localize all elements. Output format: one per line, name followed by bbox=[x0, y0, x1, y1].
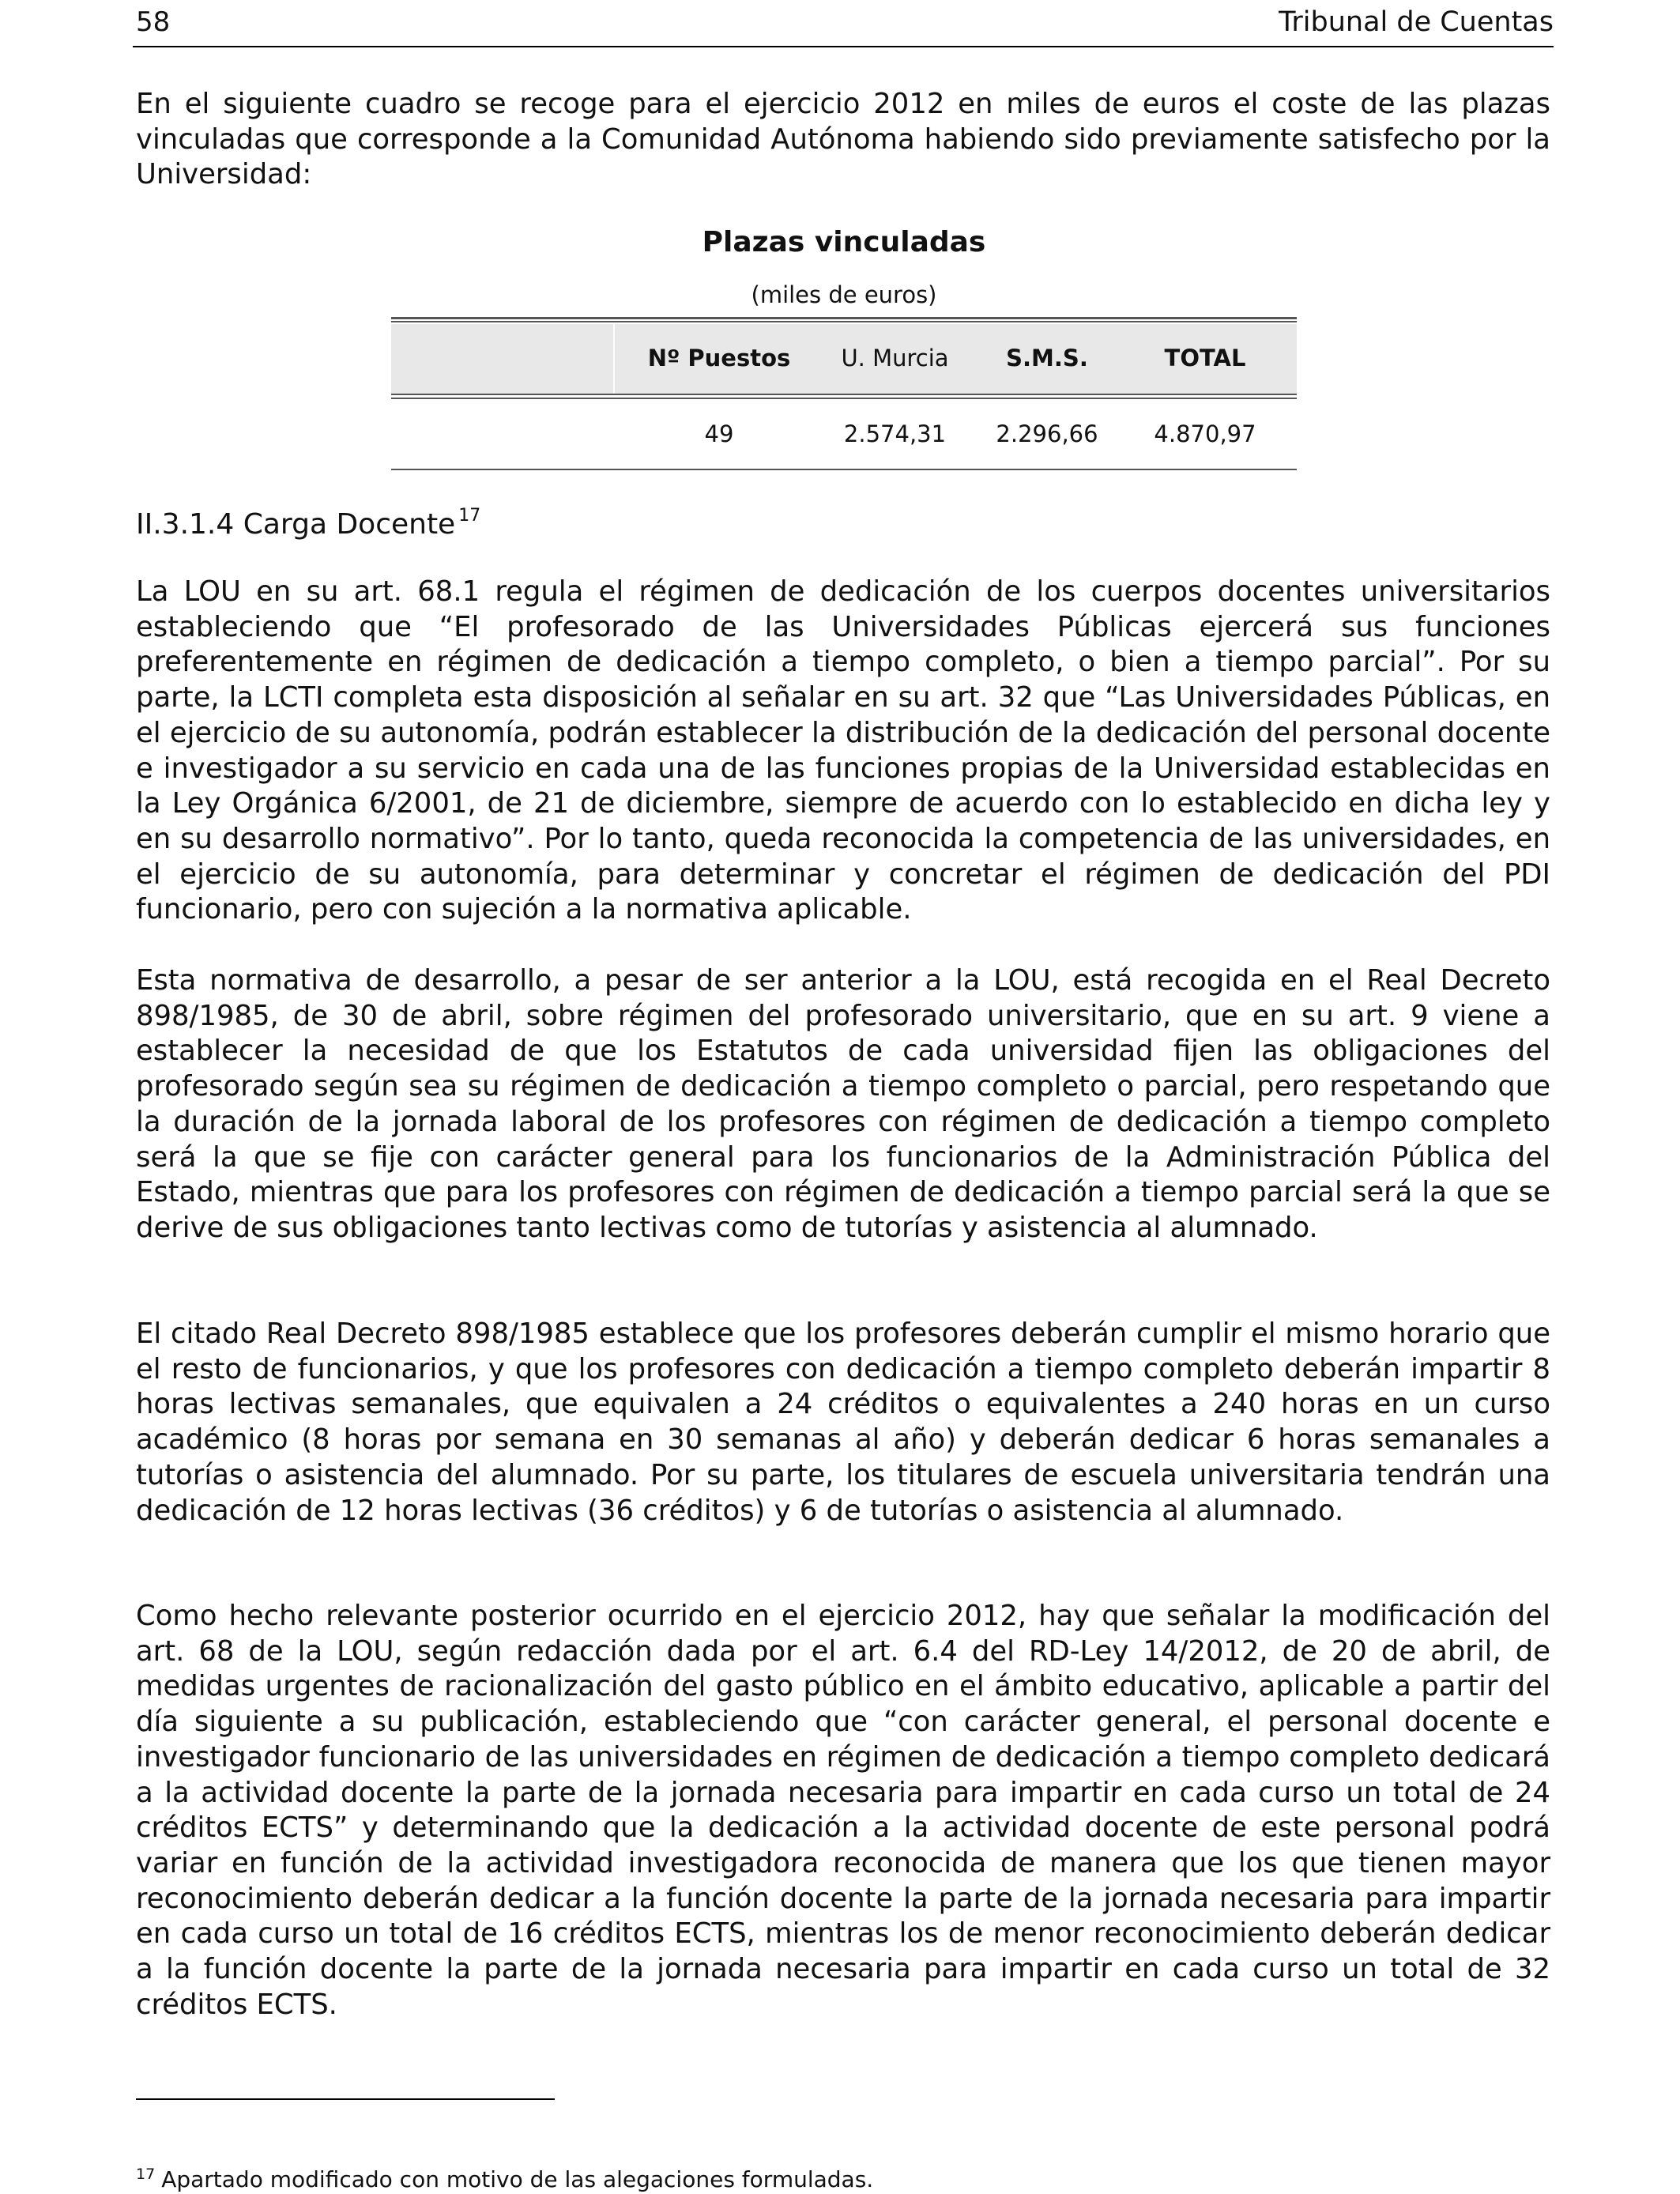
table-cell-puestos: 49 bbox=[704, 420, 734, 447]
body-paragraph: El citado Real Decreto 898/1985 establece que los profesores deberán cumplir el mismo horario que el resto de funcionarios, y que los profesores con dedicación a tiempo completo deberán impartir 8 horas lectivas semanales, que equivalen a 24 créditos o equivalentes a 240 horas en un curso académico (8 horas por semana en 30 semanas al año) y deberán dedicar 6 horas semanales a tutorías o asistencia del alumnado. Por su parte, los titulares de escuela universitaria tendrán una dedicación de 12 horas lectivas (36 créditos) y 6 de tutorías o asistencia al alumnado. bbox=[136, 1318, 1550, 1527]
section-heading bbox=[136, 506, 480, 541]
header-rule bbox=[133, 46, 1554, 47]
table-header-puestos: Nº Puestos bbox=[647, 345, 791, 371]
table-header-u-murcia: U. Murcia bbox=[841, 345, 949, 371]
table-top-rule bbox=[391, 317, 1297, 319]
header-title: Tribunal de Cuentas bbox=[1279, 6, 1554, 38]
table-header-total: TOTAL bbox=[1164, 345, 1246, 371]
footnote-number: 17 bbox=[136, 2166, 156, 2183]
table-column-separator bbox=[613, 324, 615, 399]
intro-paragraph: En el siguiente cuadro se recoge para el ejercicio 2012 en miles de euros el coste de las plazas vinculadas que corresponde a la Comunidad Autónoma habiendo sido previamente satisfecho por la Universidad: bbox=[136, 88, 1550, 191]
table-top-rule-inner bbox=[391, 321, 1297, 322]
table-cell-total: 4.870,97 bbox=[1154, 420, 1256, 447]
body-paragraph: Como hecho relevante posterior ocurrido en el ejercicio 2012, hay que señalar la modificación del art. 68 de la LOU, según redacción dada por el art. 6.4 del RD-Ley 14/2012, de 20 de abril, de medidas urgentes de racionalización del gasto público en el ámbito educativo, aplicable a partir del día siguiente a su publicación, estableciendo que “con carácter general, el personal docente e investigador funcionario de las universidades en régimen de dedicación a tiempo completo dedicará a la actividad docente la parte de la jornada necesaria para impartir en cada curso un total de 24 créditos ECTS” y determinando que la dedicación a la actividad docente de este personal podrá variar en función de la actividad investigadora reconocida de manera que los que tienen mayor reconocimiento deberán dedicar a la función docente la parte de la jornada necesaria para impartir en cada curso un total de 16 créditos ECTS, mientras los de menor reconocimiento deberán dedicar a la función docente la parte de la jornada necesaria para impartir en cada curso un total de 32 créditos ECTS. bbox=[136, 1600, 1550, 2021]
body-paragraph: Esta normativa de desarrollo, a pesar de ser anterior a la LOU, está recogida en el Real Decreto 898/1985, de 30 de abril, sobre régimen del profesorado universitario, que en su art. 9 viene a establecer la necesidad de que los Estatutos de cada universidad fijen las obligaciones del profesorado según sea su régimen de dedicación a tiempo completo o parcial, pero respetando que la duración de la jornada laboral de los profesores con régimen de dedicación a tiempo completo será la que se fije con carácter general para los funcionarios de la Administración Pública del Estado, mientras que para los profesores con régimen de dedicación a tiempo parcial será la que se derive de sus obligaciones tanto lectivas como de tutorías y asistencia al alumnado. bbox=[136, 964, 1550, 1244]
table-subtitle: (miles de euros) bbox=[751, 281, 937, 308]
footnote-reference[interactable]: 17 bbox=[458, 506, 481, 526]
table-bottom-rule bbox=[391, 469, 1297, 470]
table-header-sms: S.M.S. bbox=[1006, 345, 1088, 371]
table-cell-sms: 2.296,66 bbox=[996, 420, 1098, 447]
page-number: 58 bbox=[136, 6, 171, 38]
footnote-rule bbox=[136, 2098, 555, 2100]
table-header-rule-inner bbox=[391, 398, 1297, 399]
table-title: Plazas vinculadas bbox=[702, 226, 986, 258]
footnote bbox=[136, 2166, 873, 2192]
body-paragraph: La LOU en su art. 68.1 regula el régimen de dedicación de los cuerpos docentes universitarios estableciendo que “El profesorado de las Universidades Públicas ejercerá sus funciones preferentemente en régimen de dedicación a tiempo completo, o bien a tiempo parcial”. Por su parte, la LCTI completa esta disposición al señalar en su art. 32 que “Las Universidades Públicas, en el ejercicio de su autonomía, podrán establecer la distribución de la dedicación del personal docente e investigador a su servicio en cada una de las funciones propias de la Universidad establecidas en la Ley Orgánica 6/2001, de 21 de diciembre, siempre de acuerdo con lo establecido en dicha ley y en su desarrollo normativo”. Por lo tanto, queda reconocida la competencia de las universidades, en el ejercicio de su autonomía, para determinar y concretar el régimen de dedicación del PDI funcionario, pero con sujeción a la normativa aplicable. bbox=[136, 575, 1550, 926]
footnote-text: Apartado modificado con motivo de las alegaciones formuladas. bbox=[161, 2166, 874, 2192]
section-heading-text: II.3.1.4 Carga Docente bbox=[136, 508, 456, 541]
table-cell-u-murcia: 2.574,31 bbox=[843, 420, 947, 447]
table-header-rule bbox=[391, 394, 1297, 395]
